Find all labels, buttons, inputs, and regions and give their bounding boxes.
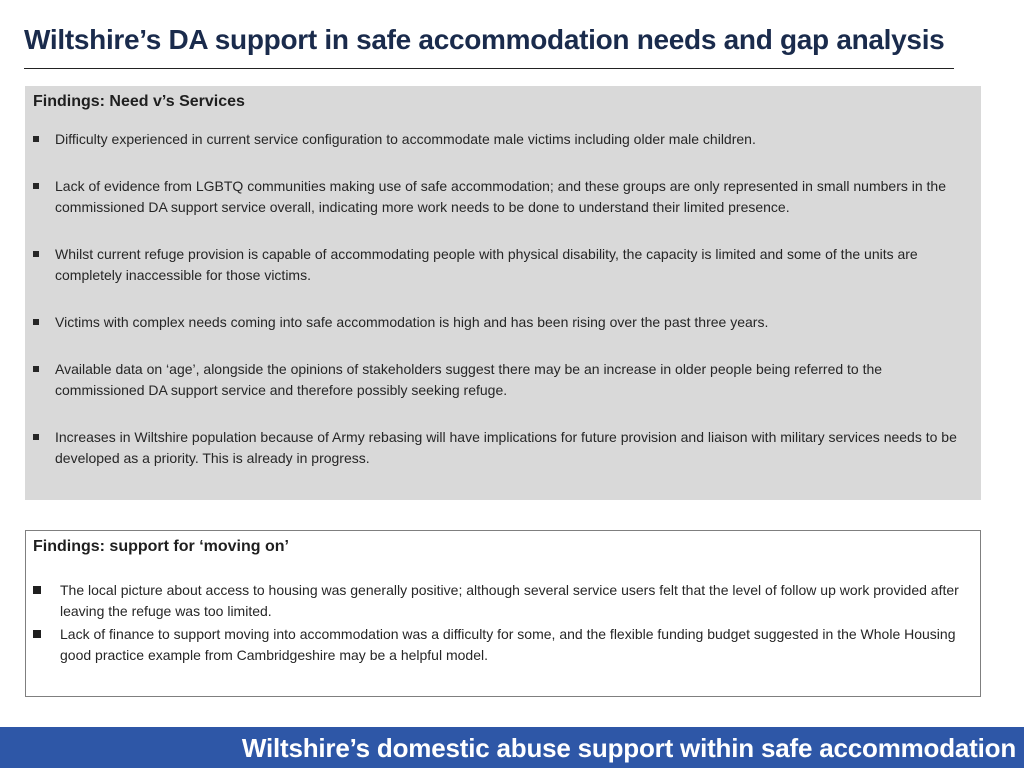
needs-findings-box	[25, 86, 981, 500]
title-divider	[24, 68, 954, 69]
list-item	[33, 624, 972, 666]
list-item-text: Whilst current refuge provision is capable of accommodating people with physical disability, the capacity is limited and some of the units are completely inaccessible for those victims.	[55, 246, 918, 283]
moving-on-findings-list	[33, 580, 972, 666]
list-item	[33, 129, 973, 150]
list-item	[33, 244, 973, 286]
square-bullet-icon	[33, 136, 39, 142]
needs-findings-list	[33, 129, 973, 469]
moving-on-findings-heading: Findings: support for ‘moving on’	[33, 538, 289, 555]
list-item	[33, 427, 973, 469]
square-bullet-icon	[33, 586, 41, 594]
list-item-text: The local picture about access to housing was generally positive; although several service users felt that the level of follow up work provided after leaving the refuge was too limited.	[60, 582, 959, 619]
list-item-text: Increases in Wiltshire population because of Army rebasing will have implications for future provision and liaison with military services needs to be developed as a priority. This is already in progress.	[55, 429, 957, 466]
list-item-text: Lack of evidence from LGBTQ communities making use of safe accommodation; and these groups are only represented in small numbers in the commissioned DA support service overall, indicating more work needs to be done to understand their limited presence.	[55, 178, 947, 215]
needs-findings-heading: Findings: Need v’s Services	[33, 93, 245, 110]
square-bullet-icon	[33, 366, 39, 372]
page-title: Wiltshire’s DA support in safe accommodation needs and gap analysis	[24, 24, 945, 55]
list-item	[33, 176, 973, 218]
moving-on-findings-box	[25, 530, 981, 697]
square-bullet-icon	[33, 183, 39, 189]
list-item	[33, 359, 973, 401]
list-item-text: Difficulty experienced in current service configuration to accommodate male victims including older male children.	[55, 131, 756, 147]
list-item-text: Available data on ‘age’, alongside the opinions of stakeholders suggest there may be an increase in older people being referred to the commissioned DA support service and therefore possibly seeking refuge.	[55, 361, 883, 398]
footer-bar	[0, 727, 1024, 768]
footer-title: Wiltshire’s domestic abuse support within safe accommodation	[241, 733, 1016, 763]
list-item-text: Lack of finance to support moving into accommodation was a difficulty for some, and the flexible funding budget suggested in the Whole Housing good practice example from Cambridgeshire may be a helpful model.	[60, 626, 956, 663]
square-bullet-icon	[33, 630, 41, 638]
list-item	[33, 312, 973, 333]
square-bullet-icon	[33, 434, 39, 440]
list-item-text: Victims with complex needs coming into safe accommodation is high and has been rising over the past three years.	[55, 314, 769, 330]
square-bullet-icon	[33, 319, 39, 325]
square-bullet-icon	[33, 251, 39, 257]
list-item	[33, 580, 972, 622]
